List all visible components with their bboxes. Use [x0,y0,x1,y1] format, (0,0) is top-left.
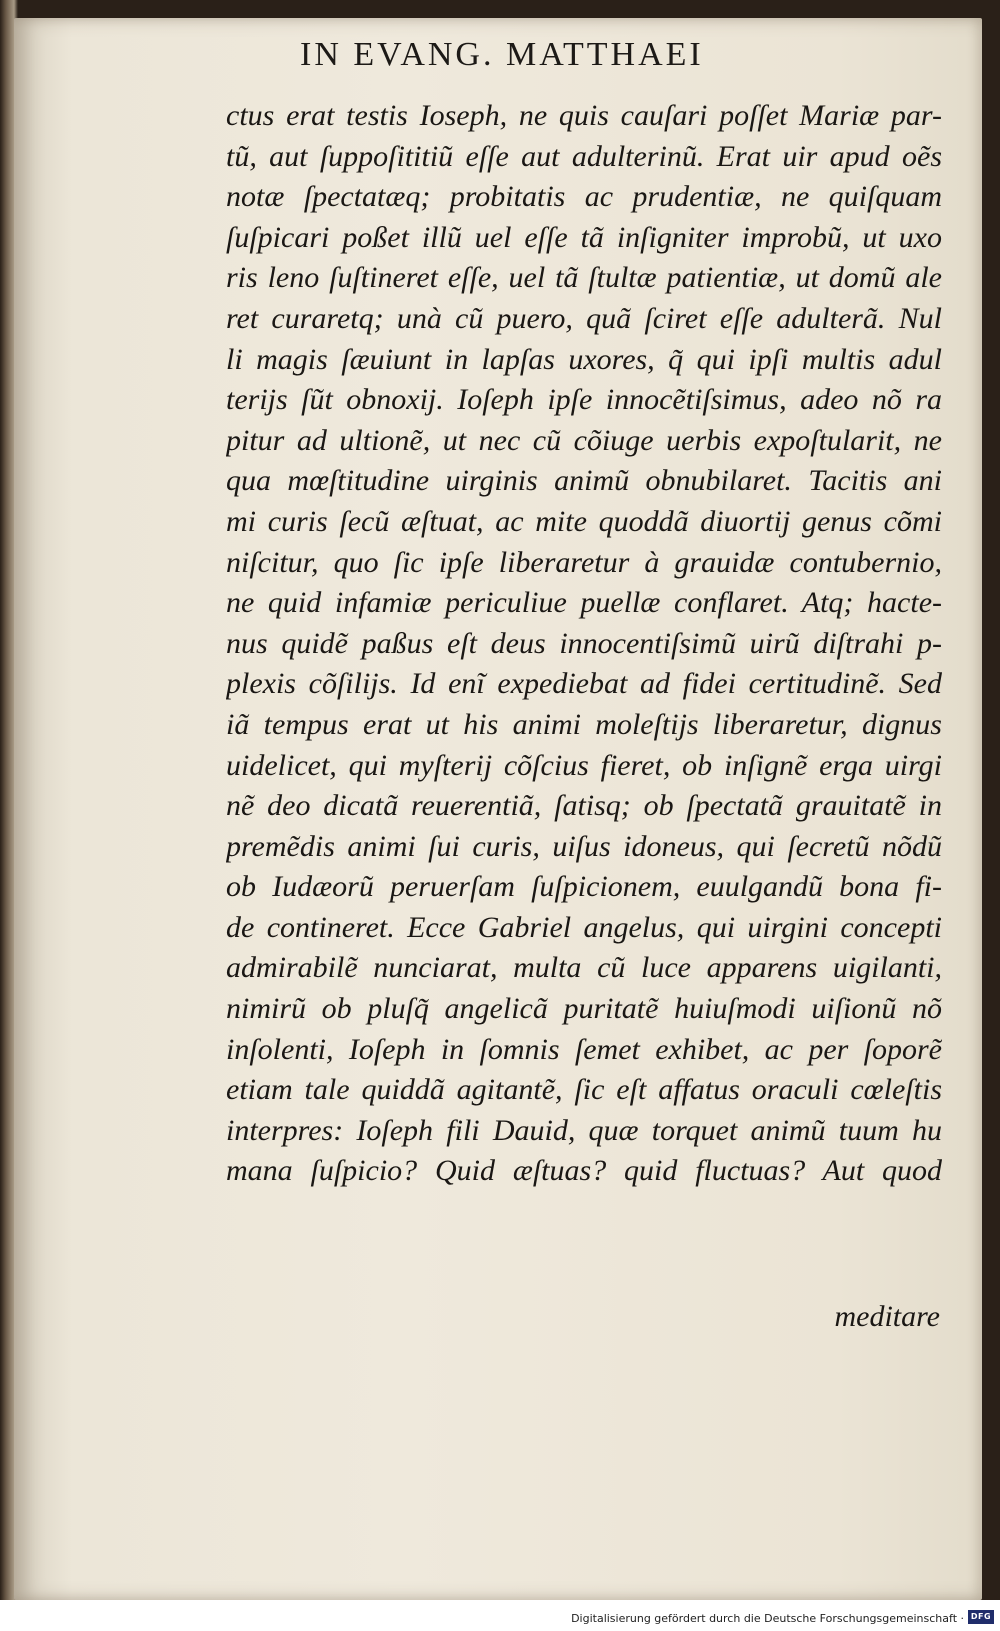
text-line: pitur ad ultionẽ, ut nec cũ cõiuge uerbis expoſtularit, ne [226,423,942,457]
text-line: ſuſpicari poßet illũ uel eſſe tã inſigniter improbũ, ut uxo [226,220,942,254]
footer-credit: Digitalisierung gefördert durch die Deutsche Forschungsgemeinschaft · [571,1612,964,1625]
text-line: interpres: Ioſeph fili Dauid, quæ torquet animũ tuum hu [226,1113,942,1147]
text-line: tũ, aut ſuppoſititiũ eſſe aut adulterinũ. Erat uir apud oẽs [226,139,942,173]
text-line: iã tempus erat ut his animi moleſtijs liberaretur, dignus [226,707,942,741]
text-line: nimirũ ob pluſq̃ angelicã puritatẽ huiuſmodi uiſionũ nõ [226,992,942,1026]
text-line: li magis ſæuiunt in lapſas uxores, q̃ qui ipſi multis adul [226,342,942,376]
text-line: terijs ſũt obnoxij. Ioſeph ipſe innocẽtiſsimus, adeo nõ ra [226,383,942,417]
text-line: qua mœſtitudine uirginis animũ obnubilaret. Tacitis ani [226,464,942,498]
catchword: meditare [834,1300,940,1333]
text-line: notæ ſpectatæq; probitatis ac prudentiæ, ne quiſquam [226,180,942,214]
text-line: niſcitur, quo ſic ipſe liberaretur à grauidæ contubernio, [226,545,942,579]
text-line: nus quidẽ paßus eſt deus innocentiſsimũ uirũ diſtrahi p- [226,626,942,660]
text-line: admirabilẽ nunciarat, multa cũ luce apparens uigilanti, [226,951,942,985]
text-line: premẽdis animi ſui curis, uiſus idoneus, qui ſecretũ nõdũ [226,829,942,863]
text-line: etiam tale quiddã agitantẽ, ſic eſt affatus oraculi cœleſtis [226,1073,942,1107]
text-line: inſolenti, Ioſeph in ſomnis ſemet exhibet, ac per ſoporẽ [226,1032,942,1066]
text-line: plexis cõſilijs. Id enĩ expediebat ad fidei certitudinẽ. Sed [226,667,942,701]
text-line: mi curis ſecũ æſtuat, ac mite quoddã diuortij genus cõmi [226,504,942,538]
text-line: mana ſuſpicio? Quid æſtuas? quid fluctuas? Aut quod [226,1154,942,1188]
text-line: ob Iudæorũ peruerſam ſuſpicionem, euulgandũ bona fi- [226,870,942,904]
text-line: ris leno ſuſtineret eſſe, uel tã ſtultæ patientiæ, ut domũ ale [226,261,942,295]
body-text [226,96,942,1192]
running-head: IN EVANG. MATTHAEI [300,36,704,73]
text-line: uidelicet, qui myſterij cõſcius fieret, ob inſignẽ erga uirgi [226,748,942,782]
text-line: ctus erat testis Ioseph, ne quis cauſari poſſet Mariæ par- [226,99,942,132]
dfg-logo-icon: DFG [968,1610,994,1624]
text-line: nẽ deo dicatã reuerentiã, ſatisq; ob ſpectatã grauitatẽ in [226,789,942,823]
text-line: ret curaretq; unà cũ puero, quã ſciret eſſe adulterã. Nul [226,301,942,335]
text-line: de contineret. Ecce Gabriel angelus, qui uirgini concepti [226,910,942,944]
text-line: ne quid infamiæ periculiue puellæ conflaret. Atq; hacte- [226,586,942,620]
